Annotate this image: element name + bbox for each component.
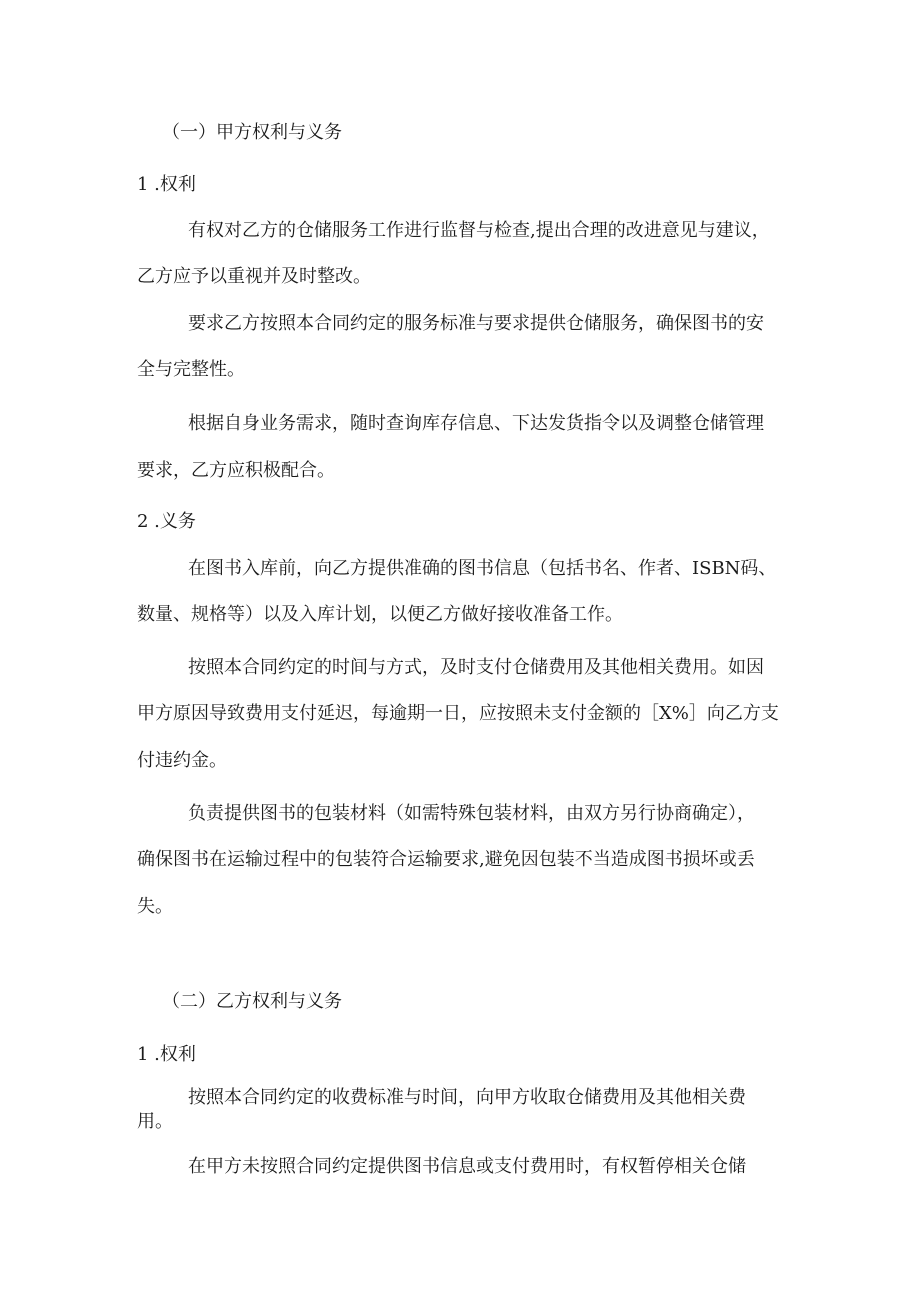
duties-heading: 2 .义务 xyxy=(137,511,196,532)
paragraph-line: 按照本合同约定的时间与方式，及时支付仓储费用及其他相关费用。如因 xyxy=(188,657,764,678)
section-title-party-a: （一）甲方权利与义务 xyxy=(162,122,342,143)
section-title-party-b: （二）乙方权利与义务 xyxy=(162,991,342,1012)
paragraph-line: 失。 xyxy=(137,896,173,917)
rights-heading: 1 .权利 xyxy=(137,174,196,195)
paragraph-line: 根据自身业务需求，随时查询库存信息、下达发货指令以及调整仓储管理 xyxy=(188,413,764,434)
rights-heading: 1 .权利 xyxy=(137,1044,196,1065)
paragraph-line: 用。 xyxy=(137,1111,173,1132)
paragraph-line: 甲方原因导致费用支付延迟，每逾期一日，应按照未支付金额的［X%］向乙方支 xyxy=(137,703,779,724)
paragraph-line: 在甲方未按照合同约定提供图书信息或支付费用时，有权暂停相关仓储 xyxy=(188,1156,746,1177)
paragraph-line: 有权对乙方的仓储服务工作进行监督与检查,提出合理的改进意见与建议， xyxy=(188,220,770,241)
paragraph-line: 乙方应予以重视并及时整改。 xyxy=(137,266,371,287)
paragraph-line: 全与完整性。 xyxy=(137,359,245,380)
paragraph-line: 付违约金。 xyxy=(137,750,227,771)
paragraph-line: 要求，乙方应积极配合。 xyxy=(137,460,335,481)
paragraph-line: 数量、规格等）以及入库计划，以便乙方做好接收准备工作。 xyxy=(137,604,623,625)
paragraph-line: 按照本合同约定的收费标准与时间，向甲方收取仓储费用及其他相关费 xyxy=(188,1087,746,1108)
paragraph-line: 负责提供图书的包装材料（如需特殊包装材料，由双方另行协商确定）， xyxy=(188,803,755,824)
paragraph-line: 在图书入库前，向乙方提供准确的图书信息（包括书名、作者、ISBN码、 xyxy=(188,558,777,579)
paragraph-line: 要求乙方按照本合同约定的服务标准与要求提供仓储服务，确保图书的安 xyxy=(188,313,764,334)
paragraph-line: 确保图书在运输过程中的包装符合运输要求,避免因包装不当造成图书损坏或丢 xyxy=(137,849,755,870)
